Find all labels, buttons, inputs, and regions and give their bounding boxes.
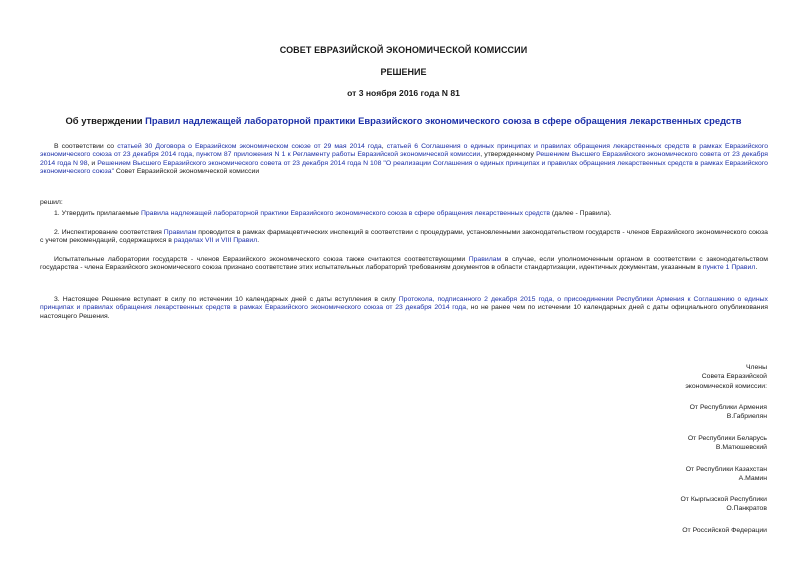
reglament-link[interactable]: пунктом 87 приложения N 1 к Регламенту работы Евразийской экономической комиссии — [196, 151, 481, 159]
signature-kyrgyzstan: От Кыргызской Республики О.Панкратов — [680, 496, 767, 513]
org-heading: СОВЕТ ЕВРАЗИЙСКОЙ ЭКОНОМИЧЕСКОЙ КОМИССИИ — [279, 45, 528, 55]
rules-ref-link[interactable]: Правилам — [163, 229, 197, 236]
signature-members: Члены Совета Евразийской экономической комиссии: — [685, 364, 767, 390]
rules-link[interactable]: Правила надлежащей лабораторной практики Евразийского экономического союза в сфере обращения лекарственных средств — [140, 210, 550, 217]
signature-armenia: От Республики Армения В.Габриелян — [689, 404, 767, 421]
paragraph-3: 3. Настоящее Решение вступает в силу по истечении 10 календарных дней с даты вступления в силу Протокола, подписанного 2 декабря 2015 года, о присоединении Республики Армения к Соглашению о единых принципах и правилах обращения лекарственных средств в рамках Евразийского экономического союза от 23 декабря 2014 года, но не ранее чем по истечении 10 календарных дней с даты официального опубликования настоящего Решения. — [40, 296, 768, 320]
point-1-link[interactable]: пункте 1 Правил — [702, 264, 756, 272]
document-title: Об утверждении Правил надлежащей лабораторной практики Евразийского экономического союза в сфере обращения лекарственных средств — [65, 115, 742, 126]
treaty-article-link[interactable]: статьей 30 Договора о Евразийском экономическом союзе от 29 мая 2014 года — [117, 143, 382, 150]
decision-98-link[interactable]: Решением Высшего Евразийского экономического совета от 23 декабря 2014 года N 98 — [40, 151, 769, 167]
decision-108-link[interactable]: Решением Высшего Евразийского экономического совета от 23 декабря 2014 года N 108 "О реализации Соглашения о единых принципах и правилах обращения лекарственных средств в рамках Евразийского экономического союза" — [40, 159, 768, 176]
rules-ref-link-2[interactable]: Правилам — [468, 256, 502, 263]
doc-type-heading: РЕШЕНИЕ — [380, 67, 427, 77]
signature-kazakhstan: От Республики Казахстан А.Мамин — [685, 466, 767, 483]
signature-belarus: От Республики Беларусь В.Матюшевский — [687, 435, 767, 452]
signature-russia: От Российской Федерации — [682, 527, 767, 534]
agreement-article-link[interactable]: статьей 6 Соглашения о единых принципах и правилах обращения лекарственных средств в рамках Евразийского экономического союза от 23 декабря 2014 года — [40, 143, 769, 159]
paragraph-labs: Испытательные лаборатории государств - членов Евразийского экономического союза также считаются соответствующими Правилам в случае, если уполномоченным органом в соответствии с законодательством государства - члена Евразийского экономического союза признано соответствие этих испытательных лабораторий требованиям документов в области стандартизации, идентичных документам, указанным в пункте 1 Правил. — [40, 256, 768, 272]
doc-date-number: от 3 ноября 2016 года N 81 — [347, 88, 460, 98]
preamble-paragraph: В соответствии со статьей 30 Договора о Евразийском экономическом союзе от 29 мая 2014 года, статьей 6 Соглашения о единых принципах и правилах обращения лекарственных средств в рамках Евразийского экономического союза от 23 декабря 2014 года, пунктом 87 приложения N 1 к Регламенту работы Евразийской экономической комиссии, утвержденному Решением Высшего Евразийского экономического совета от 23 декабря 2014 года N 98, и Решением Высшего Евразийского экономического совета от 23 декабря 2014 года N 108 "О реализации Соглашения о единых принципах и правилах обращения лекарственных средств в рамках Евразийского экономического союза" Совет Евразийской экономической комиссии — [40, 143, 769, 176]
rules-title-link[interactable]: Правил надлежащей лабораторной практики Евразийского экономического союза в сфере обращения лекарственных средств — [145, 115, 742, 126]
resolved-label: решил: — [40, 199, 63, 206]
paragraph-2: 2. Инспектирование соответствия Правилам проводится в рамках фармацевтических инспекций в соответствии с процедурами, установленными законодательством государств - членов Евразийского экономического союза с учетом рекомендаций, содержащихся в разделах VII и VIII Правил. — [40, 229, 768, 245]
paragraph-1: 1. Утвердить прилагаемые Правила надлежащей лабораторной практики Евразийского экономического союза в сфере обращения лекарственных средств (далее - Правила). — [54, 210, 612, 217]
sections-link[interactable]: разделах VII и VIII Правил — [173, 237, 258, 245]
protocol-link[interactable]: Протокола, подписанного 2 декабря 2015 года, о присоединении Республики Армения к Соглашению о единых принципах и правилах обращения лекарственных средств в рамках Евразийского экономического союза от 23 декабря 2014 года — [40, 296, 768, 312]
